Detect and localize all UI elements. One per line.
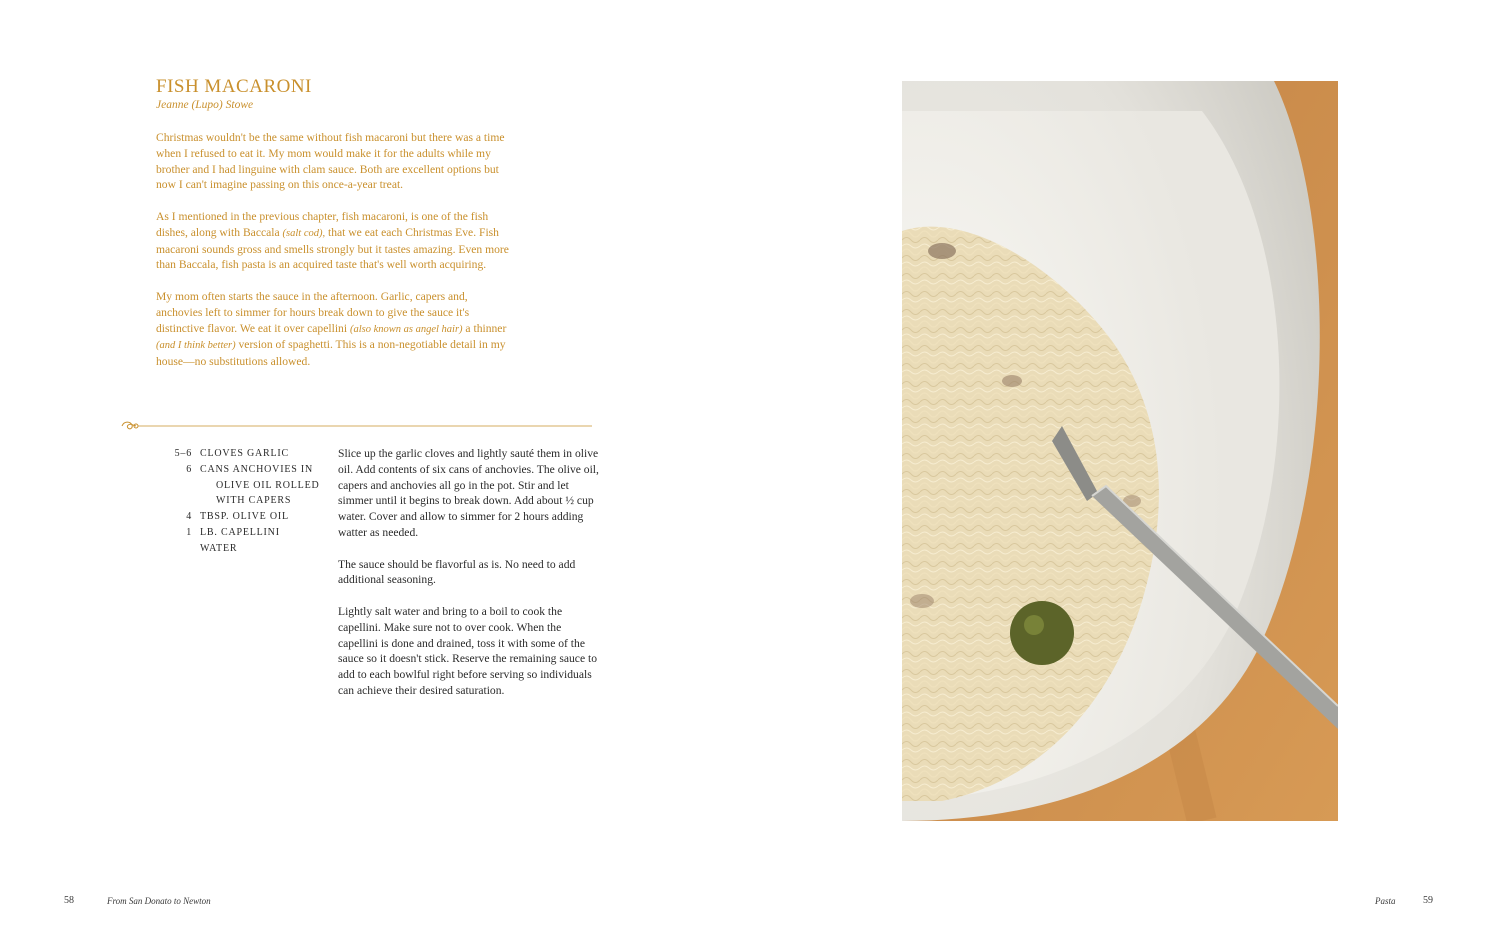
intro-text: version of spaghetti. This is a non-negotiable detail in my house—no substitutions allowed. bbox=[156, 338, 506, 369]
pasta-bowl-photo bbox=[902, 81, 1338, 821]
running-title: Pasta bbox=[1375, 896, 1396, 906]
ingredient-item bbox=[160, 509, 330, 525]
ingredient-item bbox=[160, 525, 330, 541]
recipe-author: Jeanne (Lupo) Stowe bbox=[156, 99, 254, 111]
ingredient-item bbox=[160, 541, 330, 557]
left-running-title bbox=[107, 891, 211, 909]
ingredient-item bbox=[160, 446, 330, 462]
ingredient-quantity: 5–6 bbox=[174, 448, 192, 459]
ingredient-name: CLOVES GARLIC bbox=[200, 448, 290, 459]
recipe-intro bbox=[156, 130, 516, 386]
intro-aside: (salt cod), bbox=[282, 227, 326, 239]
intro-text: As I mentioned in the previous chapter, fish macaroni, is one of the fish dishes, along with Baccala bbox=[156, 209, 489, 239]
directions-step-1: Slice up the garlic cloves and lightly sauté them in olive oil. Add contents of six cans of anchovies. The olive oil, capers and anchovies all go in the pot. Stir and let simmer until it begins to break down. Add about ½ cup water. Cover and allow to simmer for 2 hours adding watter as needed. bbox=[338, 447, 599, 539]
intro-text: My mom often starts the sauce in the afternoon. Garlic, capers and, anchovies left to simmer for hours break down to give the sauce it's distinctive flavor. We eat it over capellini bbox=[156, 289, 470, 335]
intro-aside: (also known as angel hair) bbox=[349, 323, 463, 335]
intro-paragraph-3 bbox=[156, 289, 516, 370]
intro-paragraph-2 bbox=[156, 209, 516, 273]
ingredient-quantity bbox=[160, 541, 200, 557]
ingredient-name: WATER bbox=[200, 542, 238, 554]
recipe-directions bbox=[338, 446, 600, 715]
intro-text: that we eat each Christmas Eve. Fish macaroni sounds gross and smells strongly but it tastes amazing. Even more than Baccala, fish pasta is an acquired taste that's well worth acquiring. bbox=[156, 225, 509, 272]
ingredient-quantity: 1 bbox=[186, 526, 192, 538]
directions-step-3: Lightly salt water and bring to a boil to cook the capellini. Make sure not to over cook. When the capellini is done and drained, toss it with some of the sauce so it doesn't stick. Reserve the remaining sauce to add to each bowlful right before serving so individuals can achieve their desired saturation. bbox=[338, 604, 598, 697]
ingredient-name: TBSP. OLIVE OIL bbox=[200, 511, 289, 523]
ingredient-item bbox=[160, 462, 330, 509]
page-number: 59 bbox=[1423, 895, 1433, 906]
intro-text: a thinner bbox=[462, 321, 507, 335]
running-title: From San Donato to Newton bbox=[107, 896, 211, 906]
right-page-number bbox=[1423, 890, 1433, 908]
directions-step-2: The sauce should be flavorful as is. No need to add additional seasoning. bbox=[338, 557, 576, 587]
ingredient-name bbox=[200, 462, 330, 509]
recipe-title: FISH MACARONI bbox=[156, 76, 312, 97]
intro-paragraph-1: Christmas wouldn't be the same without fish macaroni but there was a time when I refused to eat it. My mom would make it for the adults while my brother and I had linguine with clam sauce. Both are excellent options but now I can't imagine passing on this once-a-year treat. bbox=[156, 131, 505, 192]
ingredient-quantity: 4 bbox=[186, 511, 192, 523]
ornament-divider bbox=[120, 418, 594, 434]
left-page-number bbox=[64, 890, 74, 908]
ingredient-quantity: 6 bbox=[186, 463, 192, 475]
ingredient-list bbox=[160, 446, 330, 557]
ingredient-name: LB. CAPELLINI bbox=[200, 526, 280, 538]
intro-aside: (and I think better) bbox=[156, 340, 236, 352]
pasta-bowl-image bbox=[902, 81, 1338, 821]
ingredient-name-continued: OLIVE OIL ROLLED WITH CAPERS bbox=[216, 479, 320, 507]
page-number: 58 bbox=[64, 895, 74, 906]
right-running-title bbox=[1375, 891, 1396, 909]
ingredient-name-line: CANS ANCHOVIES IN bbox=[200, 463, 314, 475]
